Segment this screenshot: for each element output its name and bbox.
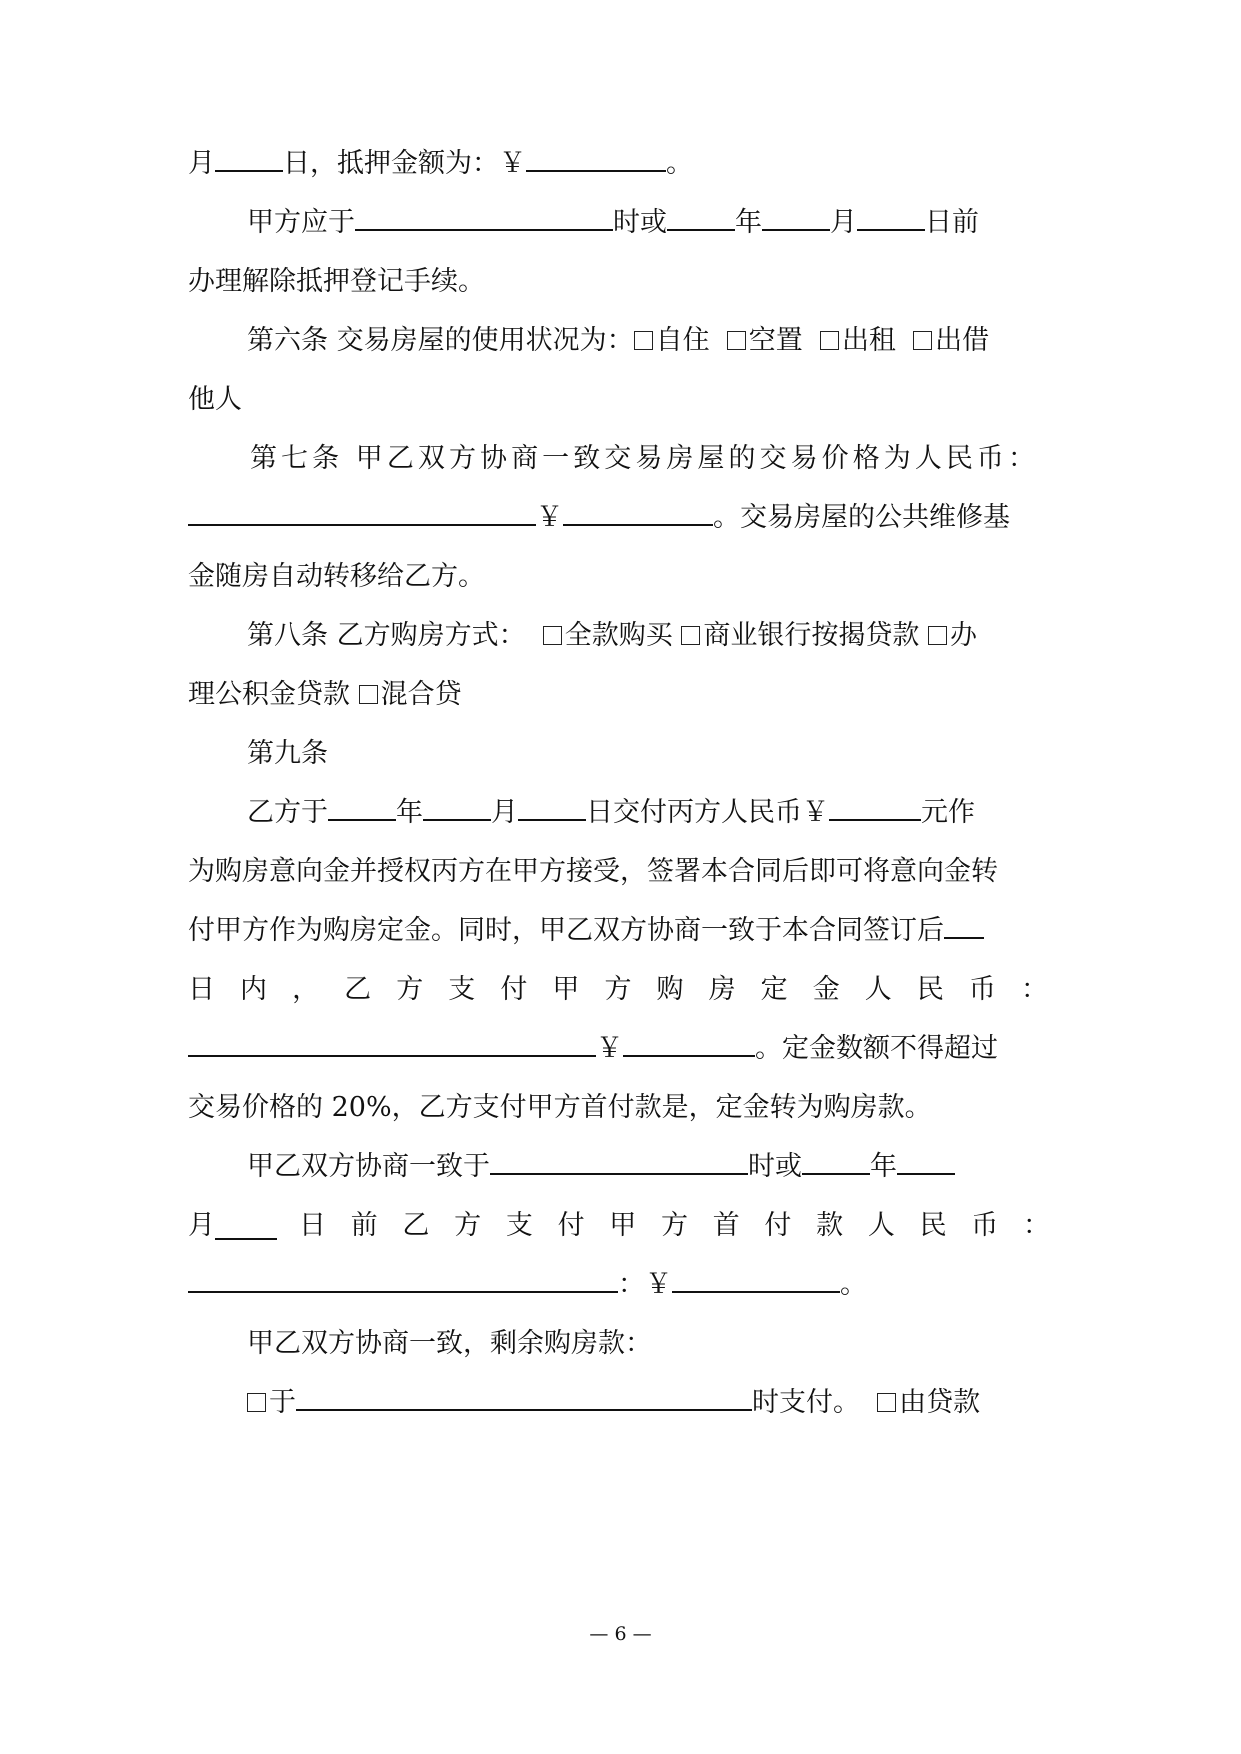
fill-blank-year[interactable] xyxy=(667,203,735,231)
line-article-8 xyxy=(247,614,1054,658)
line-deposit-amount xyxy=(188,1027,1054,1071)
text: 付甲方作为购房定金。同时，甲乙双方协商一致于本合同签订后 xyxy=(188,915,944,946)
line-transaction-price xyxy=(188,496,1054,540)
fill-blank-time[interactable] xyxy=(490,1147,748,1175)
line-article-7: 第七条 甲乙双方协商一致交易房屋的交易价格为人民币： xyxy=(250,443,1035,474)
text: 甲乙双方协商一致于 xyxy=(247,1151,490,1182)
paragraph-line: 他人 xyxy=(188,384,242,415)
text: 日，抵押金额为：￥ xyxy=(283,148,526,179)
paragraph-line: 日内，乙方支付甲方购房定金人民币： xyxy=(188,974,1048,1005)
fill-blank-year[interactable] xyxy=(802,1147,870,1175)
text: 于 xyxy=(269,1387,296,1418)
article-heading: 第六条 xyxy=(247,325,328,356)
article-heading: 第八条 xyxy=(247,620,328,651)
text: 。交易房屋的公共维修基 xyxy=(713,502,1010,533)
paragraph-line: 办理解除抵押登记手续。 xyxy=(188,266,485,297)
checkbox-label: 空置 xyxy=(748,325,803,356)
text: 乙方购房方式： xyxy=(336,620,526,651)
text: 年 xyxy=(735,207,762,238)
checkbox-label: 办 xyxy=(949,620,977,651)
checkbox-commercial-loan[interactable] xyxy=(681,626,700,645)
text: 交易房屋的使用状况为： xyxy=(336,325,634,356)
fill-blank-mortgage-amount[interactable] xyxy=(526,144,666,172)
text: 日交付丙方人民币￥ xyxy=(586,797,829,828)
line-down-payment xyxy=(188,1204,1050,1248)
checkbox-full-payment[interactable] xyxy=(543,626,562,645)
paragraph-line: 甲乙双方协商一致，剩余购房款： xyxy=(247,1328,652,1359)
line-article-8-cont xyxy=(188,673,1054,717)
paragraph-line: 金随房自动转移给乙方。 xyxy=(188,561,485,592)
checkbox-label: 全款购买 xyxy=(564,620,673,651)
line-down-payment-amount xyxy=(188,1263,1054,1307)
line-remaining-payment xyxy=(247,1381,1054,1425)
fill-blank-day[interactable] xyxy=(215,144,283,172)
checkbox-vacant[interactable] xyxy=(727,331,746,350)
article-heading: 第九条 xyxy=(247,738,328,769)
fill-blank-time[interactable] xyxy=(296,1383,752,1411)
fill-blank-down-payment-amount[interactable] xyxy=(672,1265,840,1293)
fill-blank-day[interactable] xyxy=(857,203,925,231)
line-release-deadline xyxy=(247,201,1054,245)
text: 乙方于 xyxy=(247,797,328,828)
fill-blank-month[interactable] xyxy=(762,203,830,231)
checkbox-mixed-loan[interactable] xyxy=(359,685,378,704)
text: 时或 xyxy=(613,207,667,238)
paragraph-line: 为购房意向金并授权丙方在甲方接受，签署本合同后即可将意向金转 xyxy=(188,856,998,887)
checkbox-label: 出租 xyxy=(841,325,896,356)
text: 元作 xyxy=(921,797,975,828)
line-intention-money xyxy=(247,791,1054,835)
checkbox-rented[interactable] xyxy=(820,331,839,350)
checkbox-lent[interactable] xyxy=(913,331,932,350)
checkbox-label: 出借 xyxy=(935,325,990,356)
checkbox-pay-by-date[interactable] xyxy=(247,1393,266,1412)
checkbox-label: 商业银行按揭贷款 xyxy=(703,620,920,651)
text: ￥ xyxy=(536,502,563,533)
text: 。 xyxy=(840,1269,867,1300)
text: 月 xyxy=(188,1210,215,1241)
fill-blank-price-amount[interactable] xyxy=(563,498,713,526)
paragraph-line: 交易价格的 20%，乙方支付甲方首付款是，定金转为购房款。 xyxy=(188,1092,932,1123)
text: 月 xyxy=(188,148,215,179)
text: 日前 xyxy=(925,207,979,238)
fill-blank-year[interactable] xyxy=(328,793,396,821)
text: 年 xyxy=(396,797,423,828)
fill-blank-intention-amount[interactable] xyxy=(829,793,921,821)
fill-blank-days[interactable] xyxy=(944,911,984,939)
fill-blank-day[interactable] xyxy=(518,793,586,821)
text: 年 xyxy=(870,1151,897,1182)
text: ：￥ xyxy=(618,1269,672,1300)
text: 日前乙方支付甲方首付款人民币： xyxy=(299,1210,1050,1241)
fill-blank-time[interactable] xyxy=(355,203,613,231)
text: 甲方应于 xyxy=(247,207,355,238)
text: 月 xyxy=(830,207,857,238)
fill-blank-deposit-amount[interactable] xyxy=(623,1029,755,1057)
checkbox-by-loan[interactable] xyxy=(877,1393,896,1412)
checkbox-label: 自住 xyxy=(655,325,710,356)
line-deposit-days xyxy=(188,909,1054,953)
fill-blank-price-words[interactable] xyxy=(188,498,536,526)
fill-blank-month[interactable] xyxy=(897,1147,955,1175)
text: 。 xyxy=(666,148,693,179)
text: 时支付。 xyxy=(752,1387,860,1418)
fill-blank-down-payment-words[interactable] xyxy=(188,1265,618,1293)
fill-blank-month[interactable] xyxy=(423,793,491,821)
line-article-6 xyxy=(247,319,1054,363)
text: 理公积金贷款 xyxy=(188,679,350,710)
text: 。定金数额不得超过 xyxy=(755,1033,998,1064)
fill-blank-deposit-words[interactable] xyxy=(188,1029,596,1057)
text: ￥ xyxy=(596,1033,623,1064)
checkbox-provident-fund-loan[interactable] xyxy=(928,626,947,645)
text: 月 xyxy=(491,797,518,828)
checkbox-self-occupied[interactable] xyxy=(634,331,653,350)
line-mortgage-amount xyxy=(188,142,1054,186)
text: 时或 xyxy=(748,1151,802,1182)
line-down-payment-deadline xyxy=(247,1145,1054,1189)
page-number: — 6 — xyxy=(589,1623,652,1645)
fill-blank-day[interactable] xyxy=(215,1212,277,1240)
checkbox-label: 由贷款 xyxy=(899,1387,981,1418)
checkbox-label: 混合贷 xyxy=(380,679,462,710)
